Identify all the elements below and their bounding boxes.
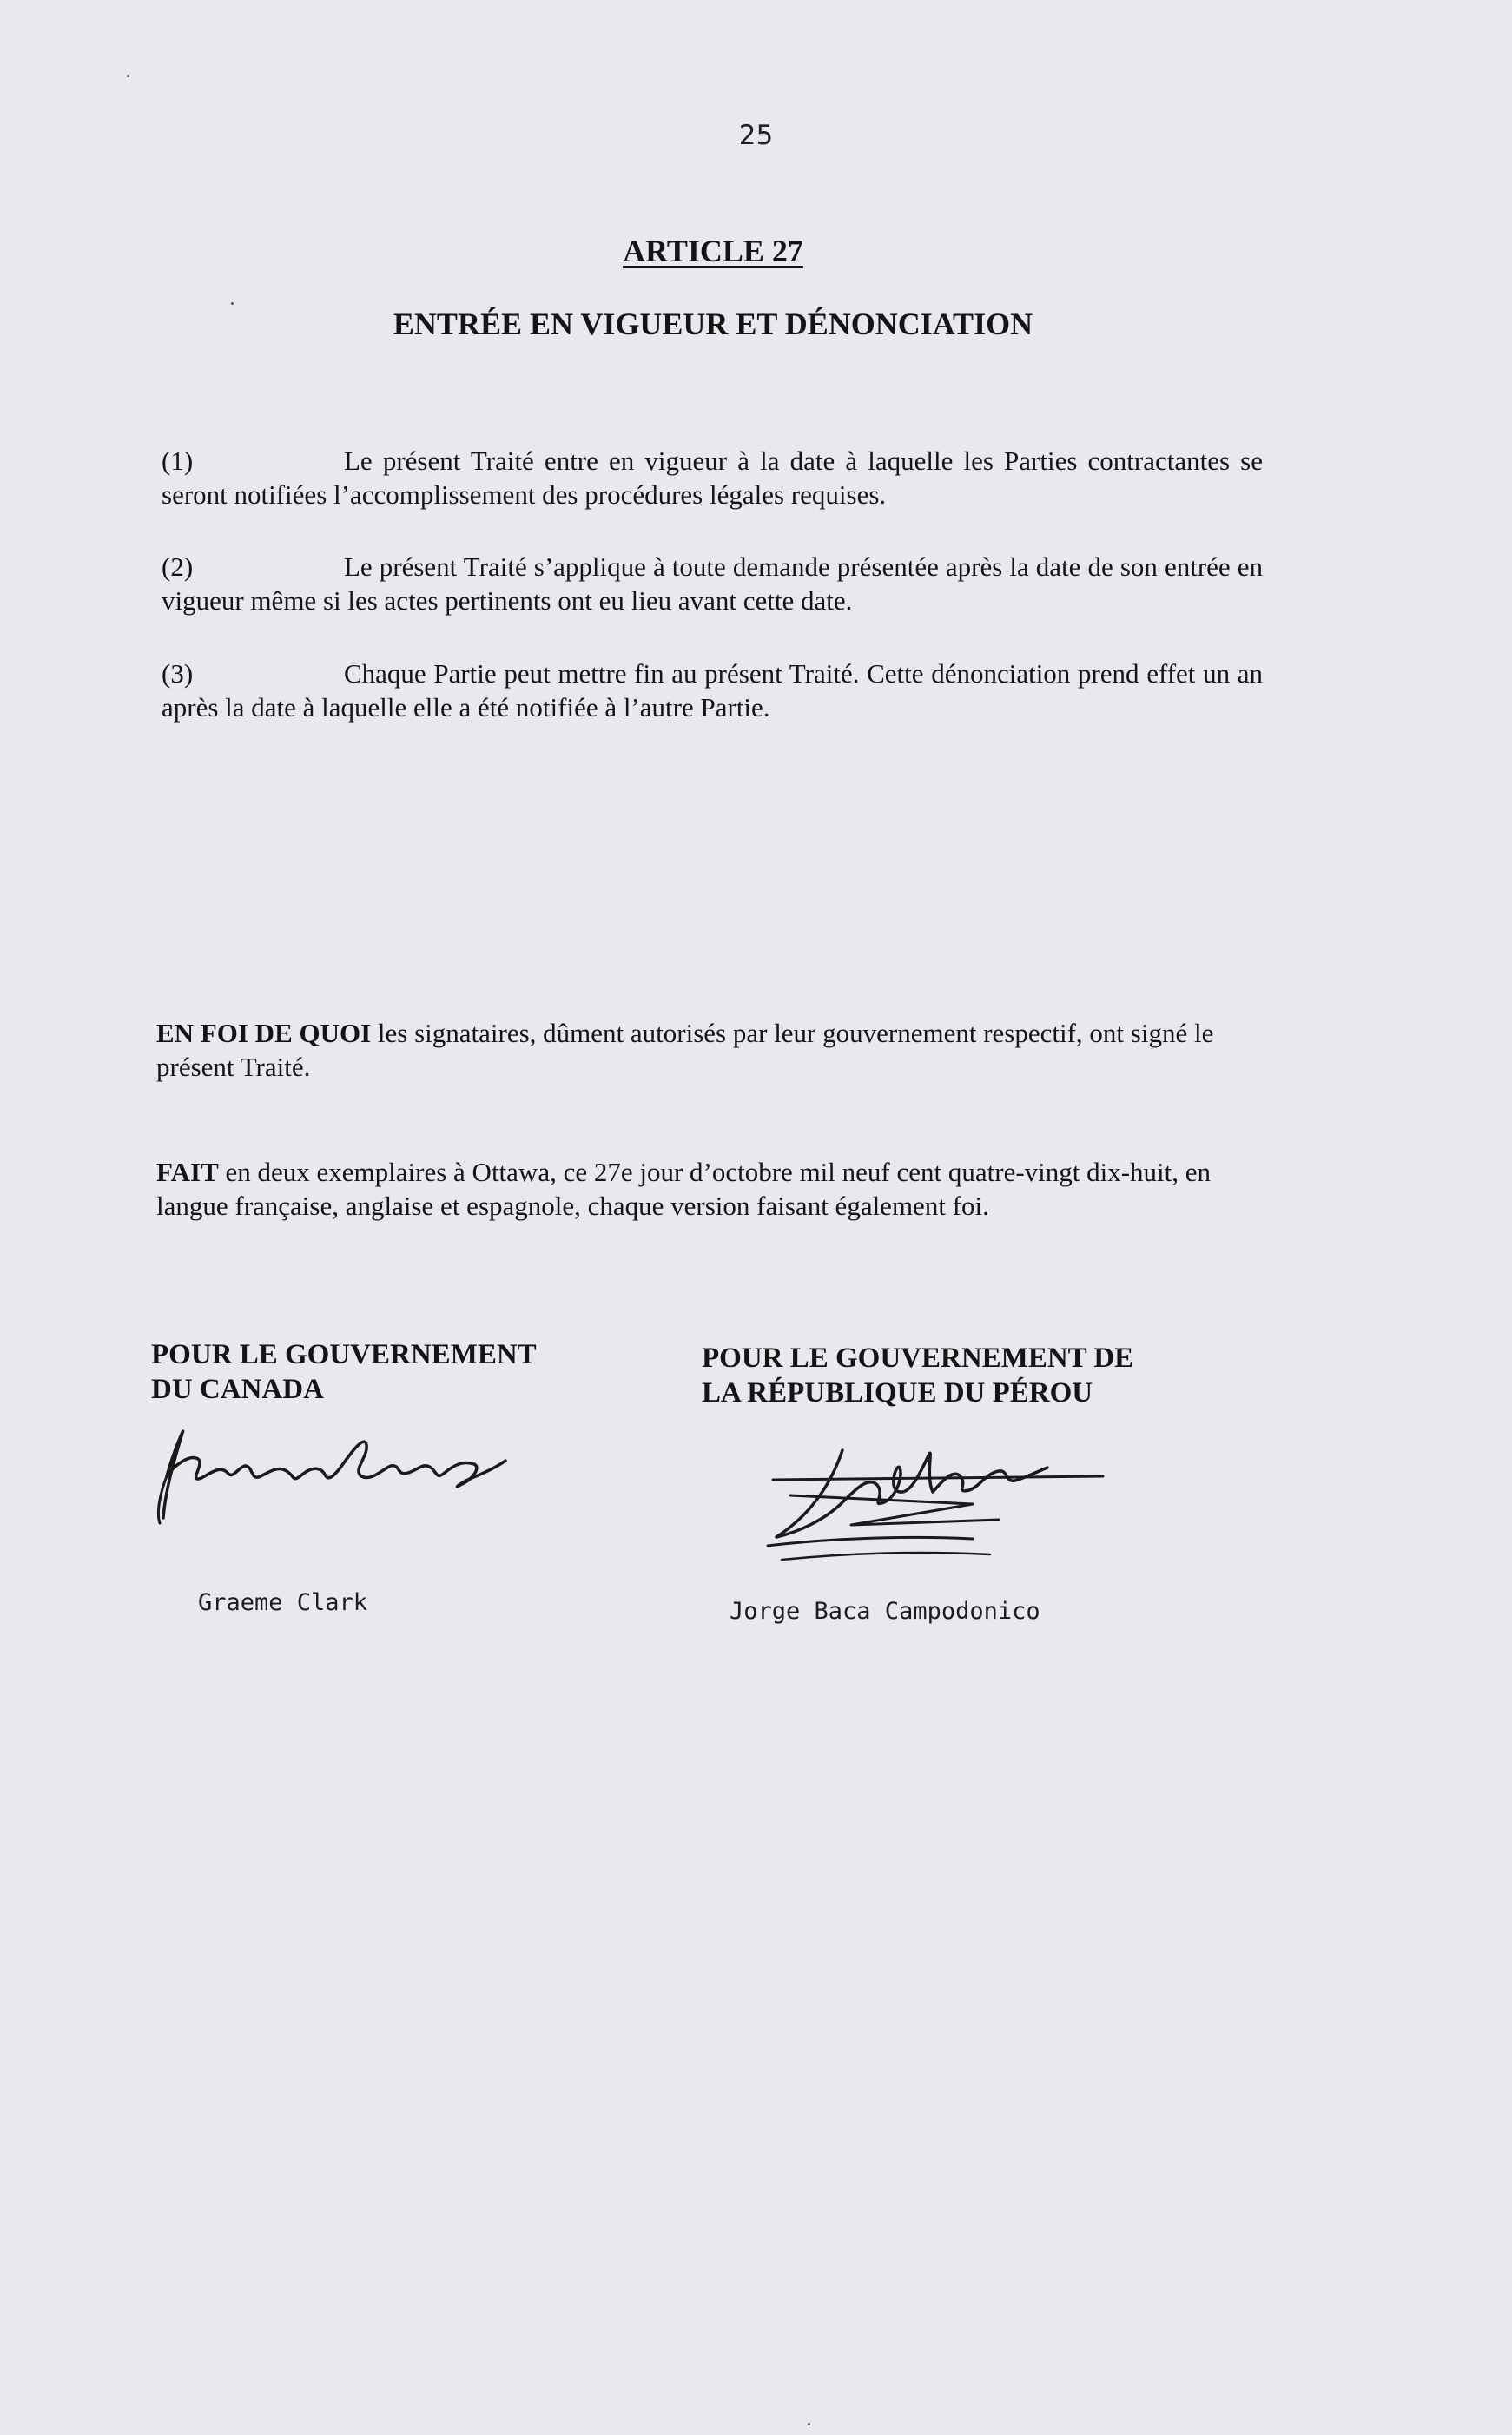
paper-speck	[231, 302, 234, 305]
signature-peru	[747, 1442, 1112, 1572]
paragraph-3	[162, 657, 1263, 724]
signer-name-peru: Jorge Baca Campodonico	[730, 1598, 1040, 1625]
article-title: ARTICLE 27	[623, 234, 803, 268]
page-number: 25	[738, 120, 774, 151]
article-subtitle: ENTRÉE EN VIGUEUR ET DÉNONCIATION	[393, 307, 1033, 341]
paper-speck	[127, 75, 129, 77]
in-witness-paragraph	[156, 1016, 1264, 1084]
signatory-peru-heading-line1: POUR LE GOUVERNEMENT DE	[702, 1343, 1134, 1374]
done-at-lead: FAIT	[156, 1157, 219, 1187]
paragraph-text: Le présent Traité entre en vigueur à la date à laquelle les Parties contractantes se seront notifiées l’accomplissement des procédures légales requises.	[162, 445, 1263, 510]
signatory-canada-heading	[151, 1337, 620, 1407]
in-witness-lead: EN FOI DE QUOI	[156, 1018, 372, 1048]
signatory-canada-heading-line2: DU CANADA	[151, 1374, 324, 1405]
done-at-paragraph	[156, 1155, 1264, 1223]
signer-name-canada: Graeme Clark	[198, 1589, 368, 1616]
paragraph-number: (1)	[162, 445, 194, 476]
signature-canada	[148, 1415, 530, 1537]
paragraph-2	[162, 550, 1263, 617]
paragraph-number: (2)	[162, 551, 194, 582]
paper-speck	[808, 2423, 810, 2425]
paragraph-text: Chaque Partie peut mettre fin au présent Traité. Cette dénonciation prend effet un an après la date à laquelle elle a été notifiée à l’autre Partie.	[162, 658, 1263, 723]
paragraph-text: Le présent Traité s’applique à toute demande présentée après la date de son entrée en vigueur même si les actes pertinents ont eu lieu avant cette date.	[162, 551, 1263, 616]
signatory-canada-heading-line1: POUR LE GOUVERNEMENT	[151, 1339, 537, 1370]
paragraph-number: (3)	[162, 658, 194, 689]
in-witness-text: les signataires, dûment autorisés par leur gouvernement respectif, ont signé le présent Traité.	[156, 1018, 1214, 1082]
done-at-text: en deux exemplaires à Ottawa, ce 27e jour d’octobre mil neuf cent quatre-vingt dix-huit, en langue française, anglaise et espagnole, chaque version faisant également foi.	[156, 1157, 1212, 1221]
signatory-peru-heading-line2: LA RÉPUBLIQUE DU PÉROU	[702, 1377, 1093, 1409]
signatory-peru-heading	[702, 1341, 1223, 1410]
paragraph-1	[162, 444, 1263, 511]
